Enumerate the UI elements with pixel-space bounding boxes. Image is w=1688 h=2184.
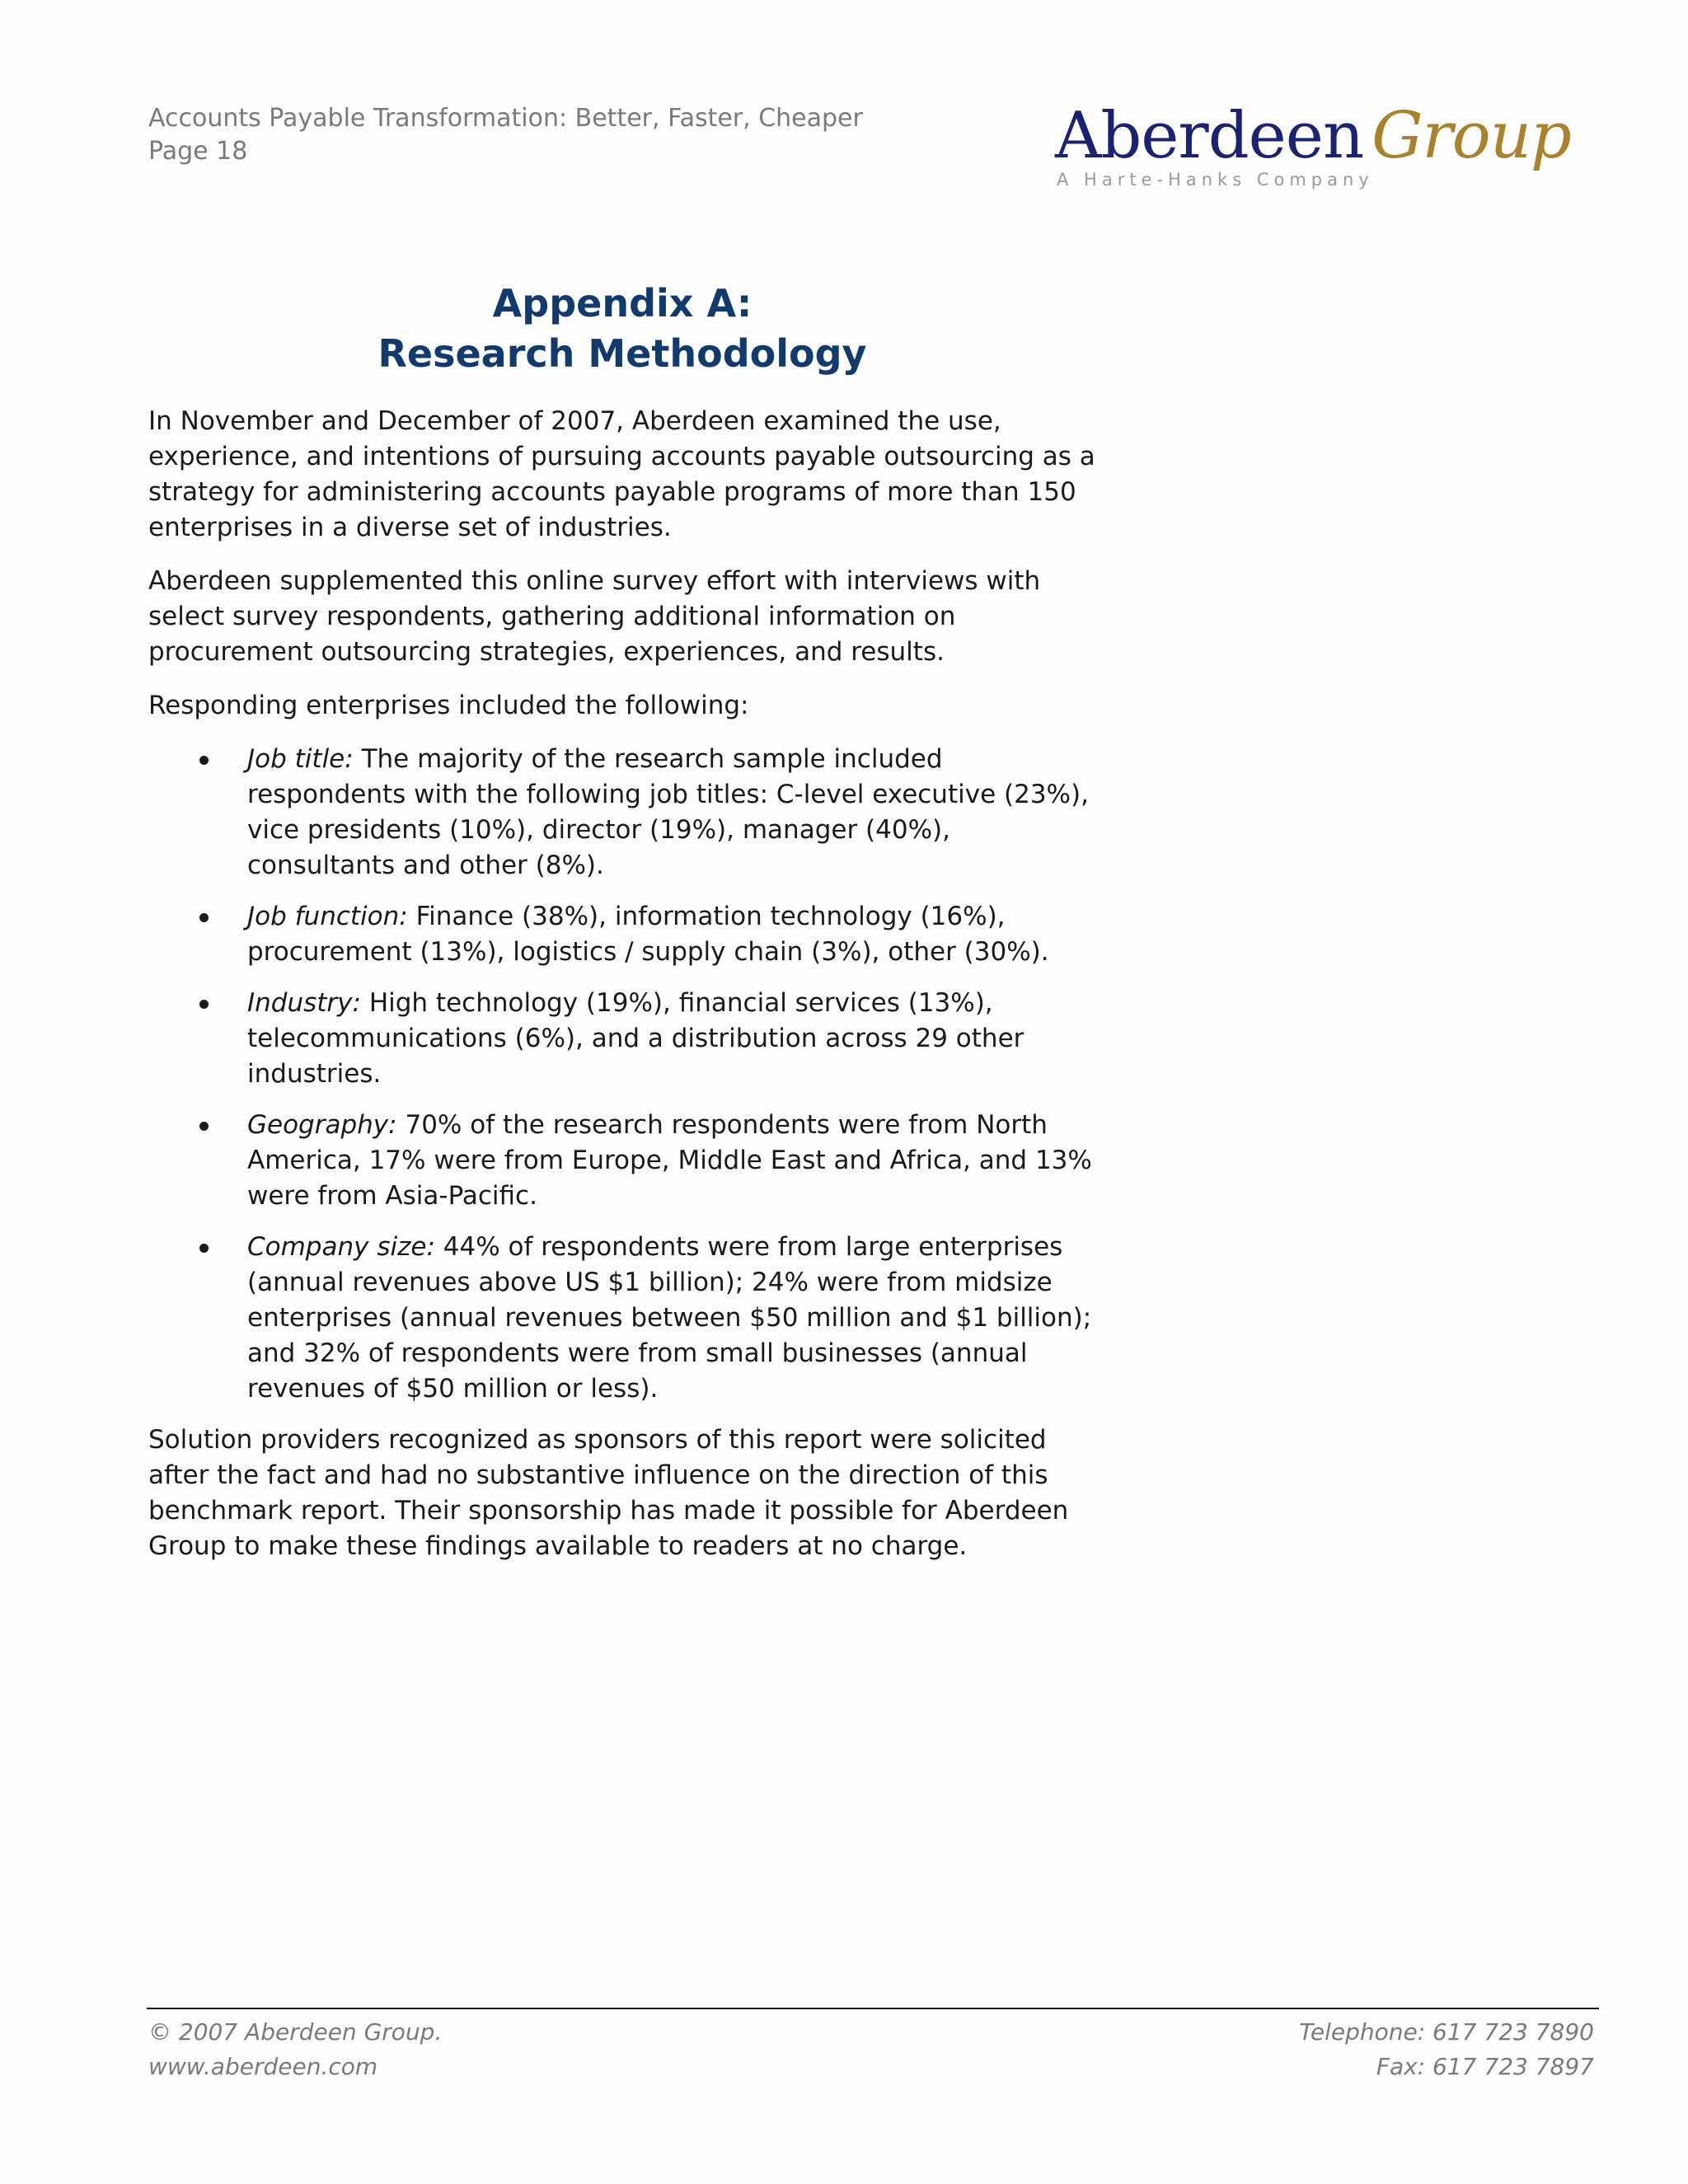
footer-left (148, 2015, 442, 2084)
logo-secondary-word: Group (1372, 99, 1571, 173)
body-content (148, 404, 1104, 1582)
paragraph-sponsors: Solution providers recognized as sponsors of this report were solicited after the fact and had no substantive influence on the direction of this benchmark report. Their sponsorship has made it possible for Aberdeen Group to make these findings available to readers at no charge. (148, 1425, 1069, 1561)
appendix-title (148, 279, 1096, 379)
bullet-lead: Company size: (247, 1232, 435, 1262)
paragraph-responding: Responding enterprises included the following: (148, 691, 749, 720)
bullet-lead: Job title: (247, 744, 354, 774)
bullet-text: 70% of the research respondents were from North America, 17% were from Europe, Middle East and Africa, and 13% were from Asia-Pacific. (247, 1110, 1092, 1211)
footer-telephone: Telephone: 617 723 7890 (1299, 2018, 1594, 2046)
logo-wordmark (1055, 99, 1571, 173)
bullet-dot-icon (199, 756, 209, 765)
footer-divider (147, 2008, 1599, 2009)
report-title: Accounts Payable Transformation: Better, Faster, Cheaper (148, 104, 863, 133)
bullet-text: Finance (38%), information technology (16%), procurement (13%), logistics / supply chain (3%), other (30%). (247, 902, 1049, 967)
bullet-dot-icon (199, 1244, 209, 1253)
bullet-text: The majority of the research sample included respondents with the following job titles: C-level executive (23%), vice presidents (10%), director (19%), manager (40%), consultants and other (8%). (247, 744, 1089, 880)
bullet-dot-icon (199, 1000, 209, 1009)
appendix-title-line-2: Research Methodology (377, 331, 867, 376)
aberdeen-group-logo (1055, 99, 1571, 198)
bullet-lead: Industry: (247, 988, 361, 1018)
paragraph-intro: In November and December of 2007, Aberdeen examined the use, experience, and intentions of pursuing accounts payable outsourcing as a strategy for administering accounts payable programs of more than 150 enterprises in a diverse set of industries. (148, 406, 1095, 542)
bullet-text: 44% of respondents were from large enterprises (annual revenues above US $1 billion); 24% were from midsize enterprises (annual revenues between $50 million and $1 billion); and 32% of respondents were from small businesses (annual revenues of $50 million or less). (247, 1232, 1092, 1404)
page-number: Page 18 (148, 137, 248, 166)
logo-primary-word: Aberdeen (1055, 99, 1364, 173)
bullet-text: High technology (19%), financial services (13%), telecommunications (6%), and a distribution across 29 other industries. (247, 988, 1025, 1089)
paragraph-supplement: Aberdeen supplemented this online survey effort with interviews with select survey respondents, gathering additional information on procurement outsourcing strategies, experiences, and results. (148, 566, 1041, 667)
bullet-item-job-function (148, 899, 1104, 970)
footer-website-link[interactable]: www.aberdeen.com (148, 2053, 378, 2080)
bullet-item-job-title (148, 742, 1104, 883)
footer-copyright: © 2007 Aberdeen Group. (148, 2018, 443, 2046)
respondent-bullet-list (148, 742, 1104, 1407)
bullet-item-company-size (148, 1230, 1104, 1407)
bullet-dot-icon (199, 1122, 209, 1131)
page-header (148, 102, 863, 168)
bullet-lead: Geography: (247, 1110, 397, 1140)
footer-fax: Fax: 617 723 7897 (1376, 2053, 1594, 2080)
bullet-item-industry (148, 986, 1104, 1092)
bullet-lead: Job function: (247, 902, 408, 931)
bullet-dot-icon (199, 913, 209, 922)
logo-tagline: A Harte-Hanks Company (1057, 170, 1374, 190)
footer-right (1299, 2015, 1594, 2084)
bullet-item-geography (148, 1108, 1104, 1214)
appendix-title-line-1: Appendix A: (492, 281, 753, 326)
